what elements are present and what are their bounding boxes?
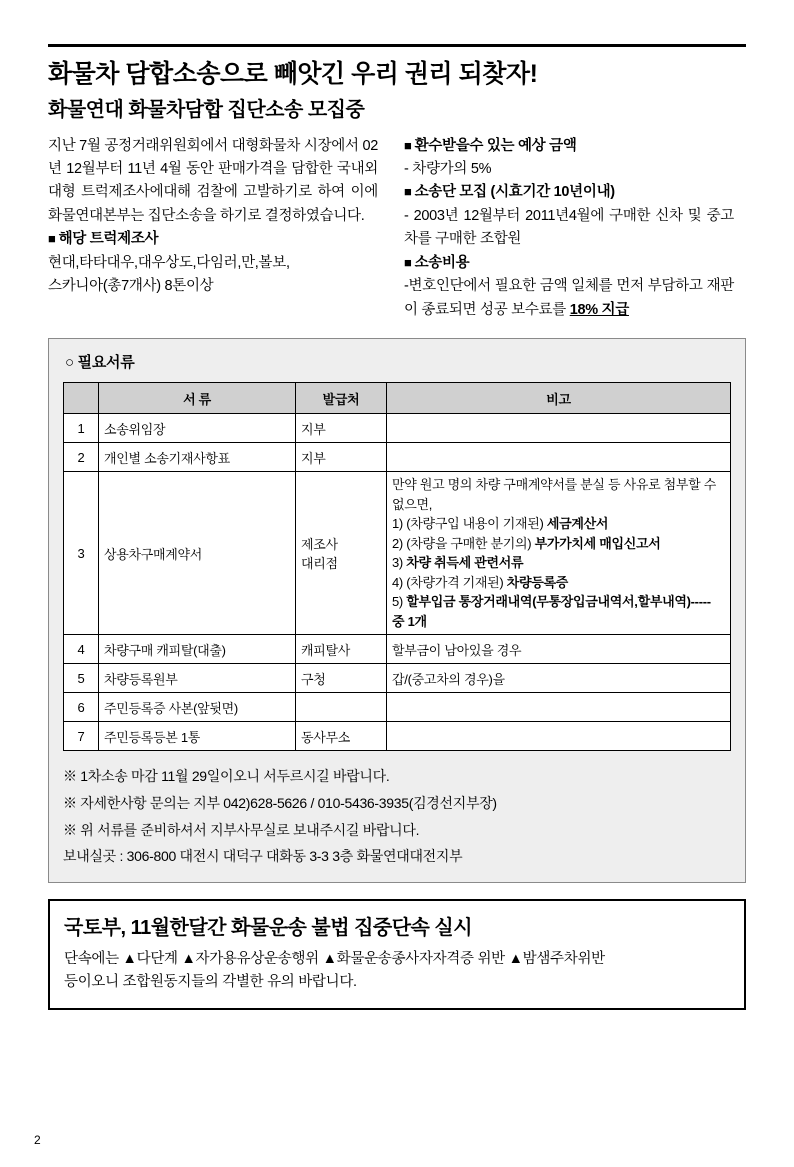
- enforcement-notice-line-2: 등이오니 조합원동지들의 각별한 유의 바랍니다.: [64, 973, 357, 990]
- cost-heading: [404, 252, 734, 275]
- required-documents-table: [63, 382, 731, 751]
- table-row: [64, 443, 731, 472]
- row-issuer: 지부: [296, 443, 387, 472]
- table-row: [64, 722, 731, 751]
- row-index: 4: [64, 635, 99, 664]
- note-line-3: 3): [392, 555, 407, 571]
- circle-bullet-icon: ○: [65, 354, 74, 372]
- table-header-row: [64, 383, 731, 414]
- note-contact: ※ 자세한사항 문의는 지부 042)628-5626 / 010-5436-3935(김경선지부장): [63, 794, 497, 811]
- row-remarks: [387, 693, 731, 722]
- page-title: 화물차 담합소송으로 빼앗긴 우리 권리 되찾자!: [48, 60, 538, 88]
- table-row: [64, 472, 731, 635]
- required-documents-title-label: 필요서류: [77, 354, 135, 372]
- row-document: 상용차구매계약서: [99, 472, 296, 635]
- note-line-2: 2) (차량을 구매한 분기의): [392, 535, 535, 551]
- row-document: 개인별 소송기재사항표: [99, 443, 296, 472]
- row-issuer: 지부: [296, 414, 387, 443]
- row-remarks: 갑/(중고차의 경우)을: [387, 664, 731, 693]
- row-index: 1: [64, 414, 99, 443]
- recruit-heading-label: 소송단 모집 (시효기간 10년이내): [414, 184, 615, 201]
- row-index: 6: [64, 693, 99, 722]
- refund-heading-label: 환수받을수 있는 예상 금액: [414, 137, 577, 154]
- makers-line-2: 스카니아(총7개사) 8톤이상: [48, 278, 214, 295]
- th-document: 서 류: [99, 383, 296, 414]
- recruit-heading: [404, 181, 734, 204]
- row-issuer: 동사무소: [296, 722, 387, 751]
- th-index: [64, 383, 99, 414]
- note-line-5-bold: 할부입금 통장거래내역: [406, 594, 533, 610]
- intro-paragraph: 지난 7월 공정거래위원회에서 대형화물차 시장에서 02년 12월부터 11년 4월 동안 판매가격을 담합한 국내외 대형 트럭제조사에대해 검찰에 고발하기로 하여 이에 화물연대본부는 집단소송을 하기로 결정하였습니다.: [48, 137, 378, 224]
- row-document: 주민등록등본 1통: [99, 722, 296, 751]
- row-issuer: [296, 693, 387, 722]
- table-row: [64, 693, 731, 722]
- top-divider: [48, 44, 746, 47]
- row-remarks: [387, 722, 731, 751]
- cost-item-text: -변호인단에서 필요한 금액 일체를 먼저 부담하고 재판이 종료되면 성공 보수료를: [404, 278, 734, 318]
- row-index: 5: [64, 664, 99, 693]
- note-line-5: 5): [392, 594, 407, 610]
- page-subtitle: 화물연대 화물차담합 집단소송 모집중: [48, 98, 365, 121]
- note-line-2-bold: 부가가치세 매입신고서: [534, 535, 661, 551]
- note-address: 보내실곳 : 306-800 대전시 대덕구 대화동 3-3 3층 화물연대대전지부: [63, 848, 463, 865]
- note-submission: ※ 위 서류를 준비하셔서 지부사무실로 보내주시길 바랍니다.: [63, 821, 420, 838]
- enforcement-notice-box: [48, 899, 746, 1010]
- row-document: 소송위임장: [99, 414, 296, 443]
- right-column: [404, 135, 734, 323]
- row-document: 차량등록원부: [99, 664, 296, 693]
- enforcement-notice-title: 국토부, 11월한달간 화물운송 불법 집중단속 실시: [64, 916, 473, 939]
- th-issuer: 발급처: [296, 383, 387, 414]
- note-line-0: 만약 원고 명의 차량 구매계약서를 분실 등 사유로 첨부할 수 없으면,: [392, 477, 716, 512]
- square-bullet-icon: ■: [404, 137, 412, 153]
- row-issuer-line-2: 대리점: [301, 556, 338, 572]
- row-issuer: [296, 472, 387, 635]
- row-remarks: 할부금이 남아있을 경우: [387, 635, 731, 664]
- square-bullet-icon: ■: [404, 184, 412, 200]
- documents-notes: [63, 763, 731, 869]
- note-line-4-bold: 차량등록증: [506, 574, 569, 590]
- note-line-1: 1) (차량구입 내용이 기재된): [392, 516, 547, 532]
- makers-heading-label: 해당 트럭제조사: [58, 231, 159, 248]
- refund-heading: [404, 135, 734, 158]
- table-row: [64, 635, 731, 664]
- square-bullet-icon: ■: [48, 231, 56, 247]
- enforcement-notice-line-1: 단속에는 ▲다단계 ▲자가용유상운송행위 ▲화물운송종사자자격증 위반 ▲밤샘주차위반: [64, 950, 605, 967]
- th-remarks: 비고: [387, 383, 731, 414]
- row-document: 주민등록증 사본(앞뒷면): [99, 693, 296, 722]
- row-remarks: [387, 414, 731, 443]
- row-index: 7: [64, 722, 99, 751]
- makers-heading: [48, 228, 378, 251]
- cost-heading-label: 소송비용: [414, 254, 470, 271]
- cost-item-emphasis: 18% 지급: [569, 301, 629, 318]
- page-number: 2: [34, 1133, 41, 1147]
- row-issuer: 캐피탈사: [296, 635, 387, 664]
- left-column: [48, 135, 378, 323]
- intro-columns: [48, 135, 746, 323]
- cost-item: [404, 275, 734, 322]
- square-bullet-icon: ■: [404, 254, 412, 270]
- row-issuer-line-1: 제조사: [301, 537, 338, 553]
- note-line-5-tail: (무통장입금내역서,할부내역)----- 중 1개: [392, 594, 711, 629]
- table-row: [64, 414, 731, 443]
- document-page: [0, 44, 794, 1167]
- row-remarks-detailed: [387, 472, 731, 635]
- row-remarks: [387, 443, 731, 472]
- required-documents-title: [65, 351, 731, 372]
- note-line-1-bold: 세금계산서: [546, 516, 609, 532]
- note-deadline: ※ 1차소송 마감 11월 29일이오니 서두르시길 바랍니다.: [63, 768, 390, 785]
- required-documents-panel: [48, 338, 746, 882]
- row-issuer: 구청: [296, 664, 387, 693]
- makers-line-1: 현대,타타대우,대우상도,다임러,만,볼보,: [48, 254, 290, 271]
- row-index: 3: [64, 472, 99, 635]
- note-line-4: 4) (차량가격 기재된): [392, 574, 507, 590]
- note-line-3-bold: 차량 취득세 관련서류: [406, 555, 524, 571]
- refund-item: - 차량가의 5%: [404, 160, 492, 177]
- recruit-item: - 2003년 12월부터 2011년4월에 구매한 신차 및 중고차를 구매한 조합원: [404, 207, 734, 248]
- row-index: 2: [64, 443, 99, 472]
- table-row: [64, 664, 731, 693]
- row-document: 차량구매 캐피탈(대출): [99, 635, 296, 664]
